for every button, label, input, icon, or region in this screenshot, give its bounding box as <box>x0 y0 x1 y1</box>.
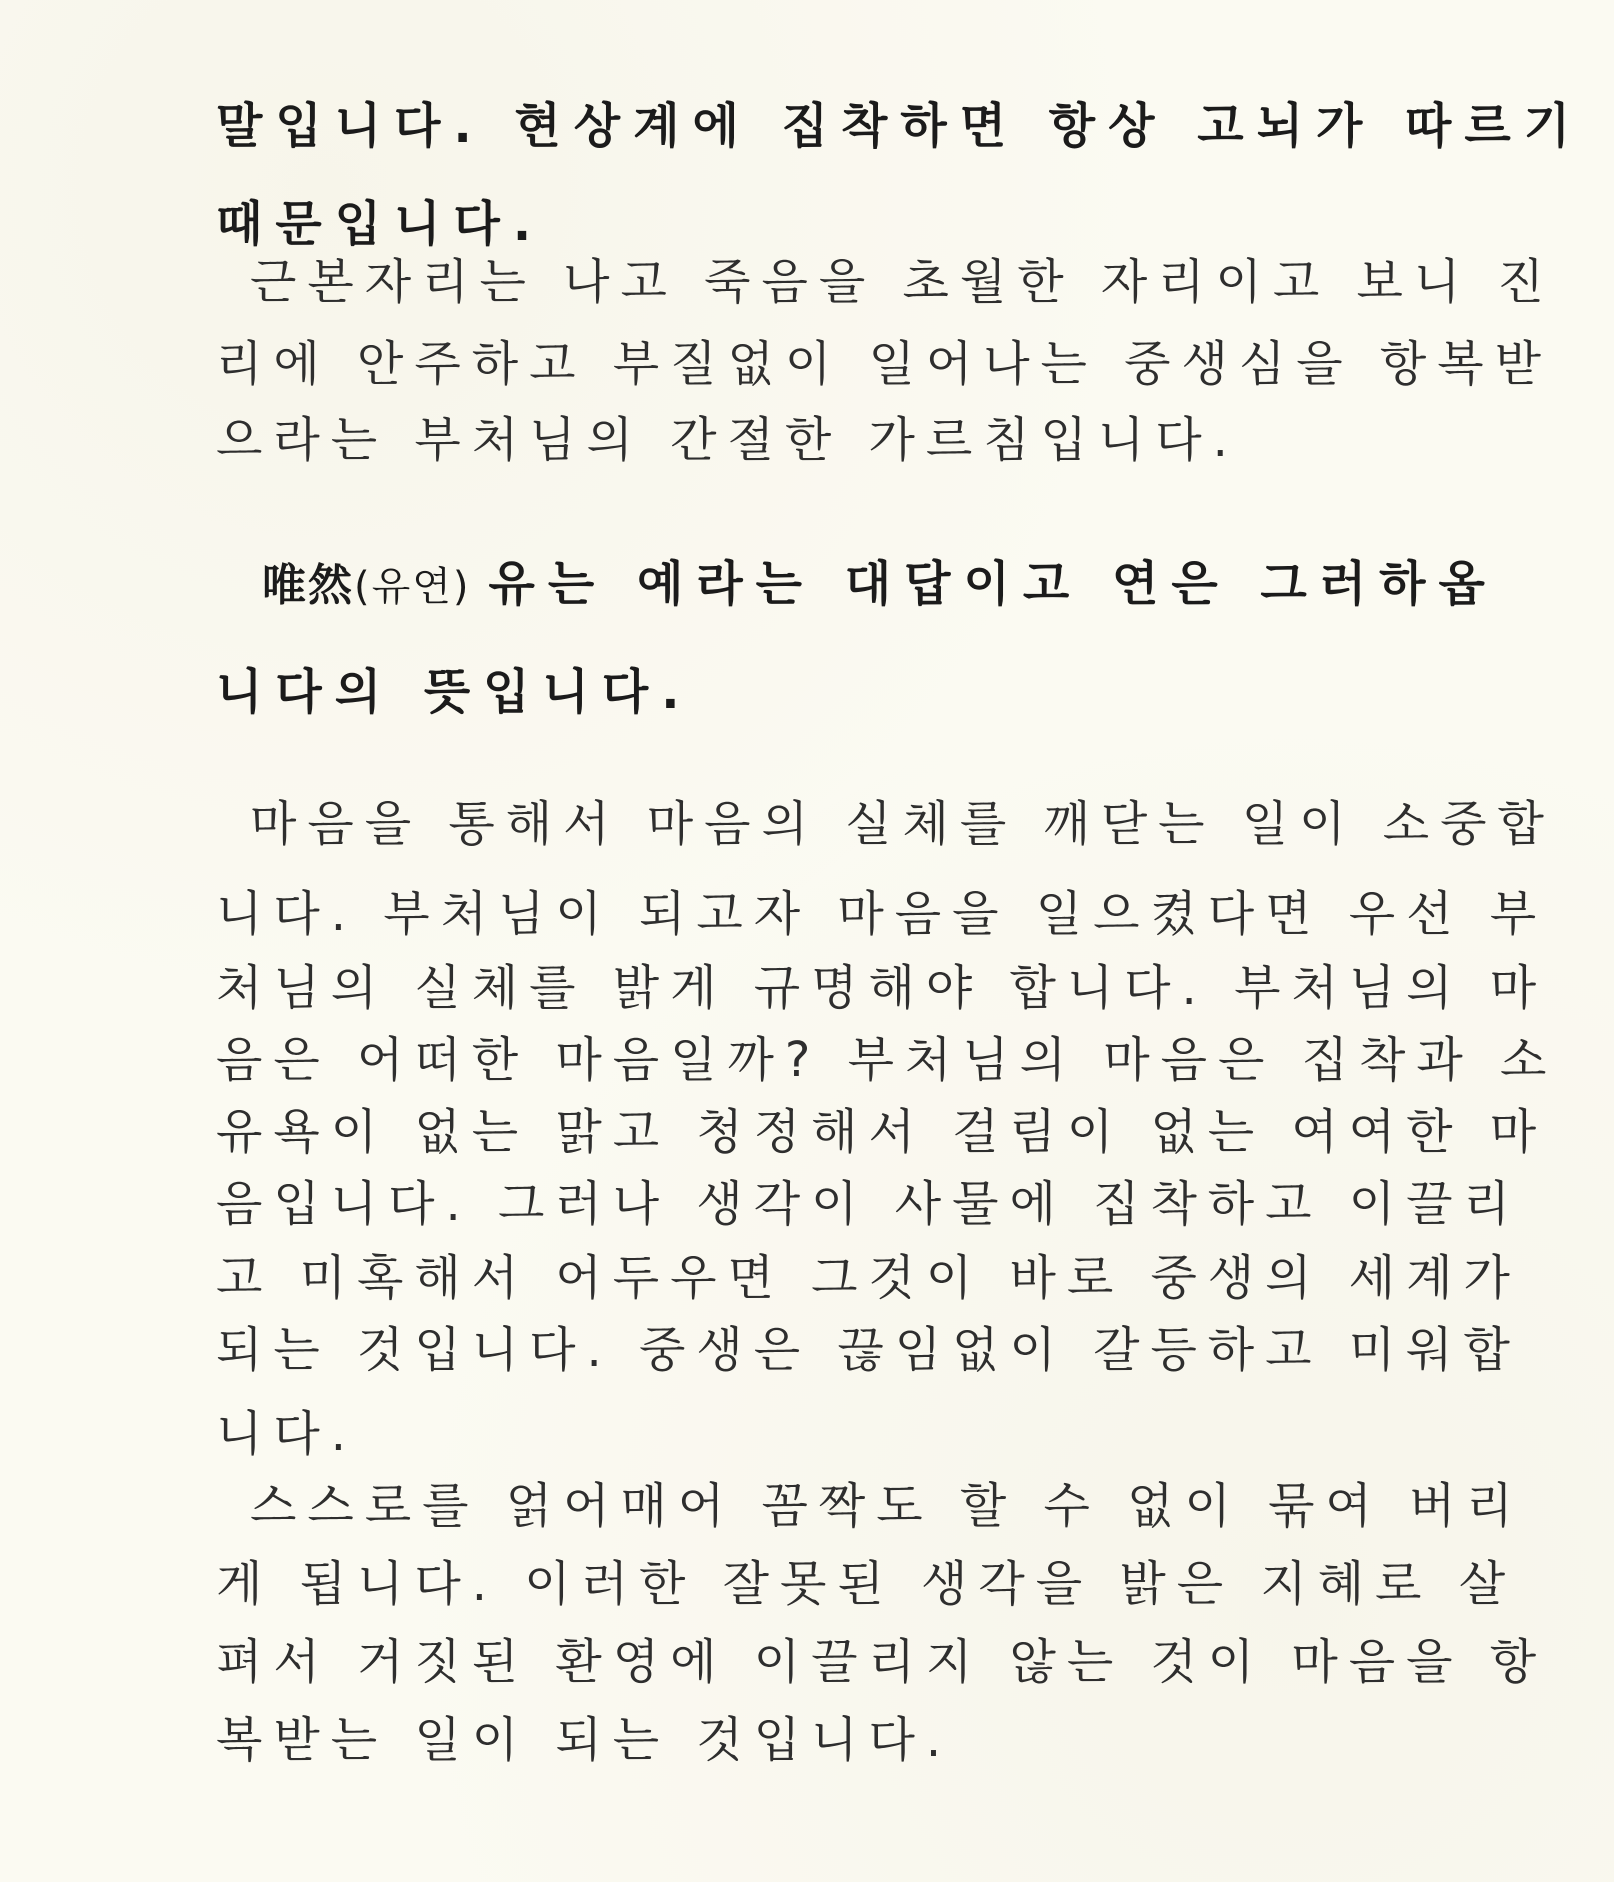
text-line: 니다. 부처님이 되고자 마음을 일으켰다면 우선 부 <box>216 886 1548 942</box>
text-line: 근본자리는 나고 죽음을 초월한 자리이고 보니 진 <box>250 254 1555 310</box>
definition-text: 유는 예라는 대답이고 연은 그러하옵 <box>488 556 1498 612</box>
text-line: 되는 것입니다. 중생은 끊임없이 갈등하고 미워합 <box>216 1322 1521 1378</box>
text-line: 음은 어떠한 마음일까? 부처님의 마음은 집착과 소 <box>216 1032 1558 1088</box>
text-line: 마음을 통해서 마음의 실체를 깨닫는 일이 소중합 <box>250 796 1555 852</box>
text-line: 리에 안주하고 부질없이 일어나는 중생심을 항복받 <box>216 336 1553 392</box>
text-line: 으라는 부처님의 간절한 가르침입니다. <box>216 412 1239 468</box>
text-line: 니다의 뜻입니다. <box>216 664 693 720</box>
term-reading: (유연) <box>354 564 471 610</box>
text-line: 복받는 일이 되는 것입니다. <box>216 1712 953 1768</box>
text-line: 때문입니다. <box>216 196 545 252</box>
hanja-term: 唯然 <box>262 560 354 611</box>
definition-line <box>262 556 1512 612</box>
text-line: 게 됩니다. 이러한 잘못된 생각을 밝은 지혜로 살 <box>216 1556 1517 1612</box>
text-line: 고 미혹해서 어두우면 그것이 바로 중생의 세계가 <box>216 1250 1521 1306</box>
text-line: 펴서 거짓된 환영에 이끌리지 않는 것이 마음을 항 <box>216 1634 1548 1690</box>
text-line: 말입니다. 현상계에 집착하면 항상 고뇌가 따르기 <box>216 98 1584 154</box>
text-line: 음입니다. 그러나 생각이 사물에 집착하고 이끌리 <box>216 1176 1521 1232</box>
text-line: 처님의 실체를 밝게 규명해야 합니다. 부처님의 마 <box>216 960 1548 1016</box>
text-line: 유욕이 없는 맑고 청정해서 걸림이 없는 여여한 마 <box>216 1104 1548 1160</box>
text-line: 스스로를 얽어매어 꼼짝도 할 수 없이 묶여 버리 <box>250 1478 1524 1534</box>
text-line: 니다. <box>216 1406 357 1462</box>
